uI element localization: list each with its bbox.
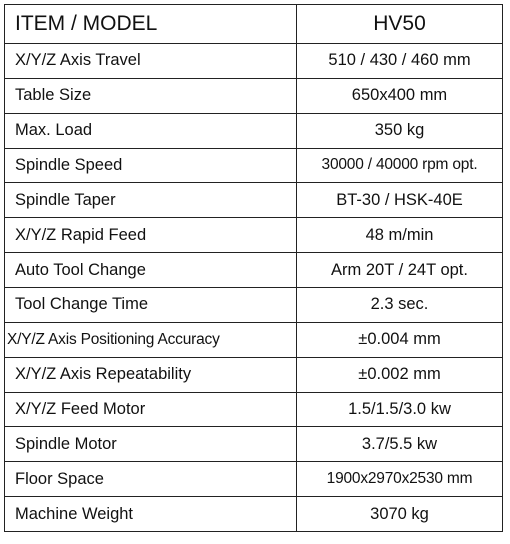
- row-value: 650x400 mm: [297, 78, 503, 113]
- row-label: Table Size: [5, 78, 297, 113]
- row-value: 350 kg: [297, 113, 503, 148]
- row-value: 510 / 430 / 460 mm: [297, 43, 503, 78]
- table-row: [5, 218, 503, 253]
- row-label: Floor Space: [5, 462, 297, 497]
- table-row: [5, 357, 503, 392]
- table-row: [5, 78, 503, 113]
- row-label: X/Y/Z Feed Motor: [5, 392, 297, 427]
- row-label: Spindle Motor: [5, 427, 297, 462]
- row-value: 1900x2970x2530 mm: [297, 462, 503, 497]
- table-row: [5, 287, 503, 322]
- header-item-model-label: ITEM / MODEL: [5, 5, 297, 44]
- table-header-row: [5, 5, 503, 44]
- row-value: 3070 kg: [297, 497, 503, 532]
- table-row: [5, 427, 503, 462]
- table-row: [5, 148, 503, 183]
- row-label: Auto Tool Change: [5, 253, 297, 288]
- row-value: 1.5/1.5/3.0 kw: [297, 392, 503, 427]
- header-model-name: HV50: [297, 5, 503, 44]
- row-label: Machine Weight: [5, 497, 297, 532]
- table-row: [5, 322, 503, 357]
- row-label: X/Y/Z Axis Positioning Accuracy: [5, 322, 297, 357]
- table-row: [5, 462, 503, 497]
- row-label: Spindle Speed: [5, 148, 297, 183]
- row-value: 2.3 sec.: [297, 287, 503, 322]
- row-value: Arm 20T / 24T opt.: [297, 253, 503, 288]
- row-label: X/Y/Z Axis Travel: [5, 43, 297, 78]
- table-row: [5, 113, 503, 148]
- table-row: [5, 392, 503, 427]
- row-value: 30000 / 40000 rpm opt.: [297, 148, 503, 183]
- table-row: [5, 183, 503, 218]
- row-label: Max. Load: [5, 113, 297, 148]
- row-label: X/Y/Z Rapid Feed: [5, 218, 297, 253]
- row-value: BT-30 / HSK-40E: [297, 183, 503, 218]
- row-value: 3.7/5.5 kw: [297, 427, 503, 462]
- row-label: Tool Change Time: [5, 287, 297, 322]
- row-label: Spindle Taper: [5, 183, 297, 218]
- row-value: ±0.002 mm: [297, 357, 503, 392]
- spec-table: [4, 4, 503, 532]
- table-row: [5, 43, 503, 78]
- row-label: X/Y/Z Axis Repeatability: [5, 357, 297, 392]
- row-value: ±0.004 mm: [297, 322, 503, 357]
- row-value: 48 m/min: [297, 218, 503, 253]
- table-row: [5, 253, 503, 288]
- table-row: [5, 497, 503, 532]
